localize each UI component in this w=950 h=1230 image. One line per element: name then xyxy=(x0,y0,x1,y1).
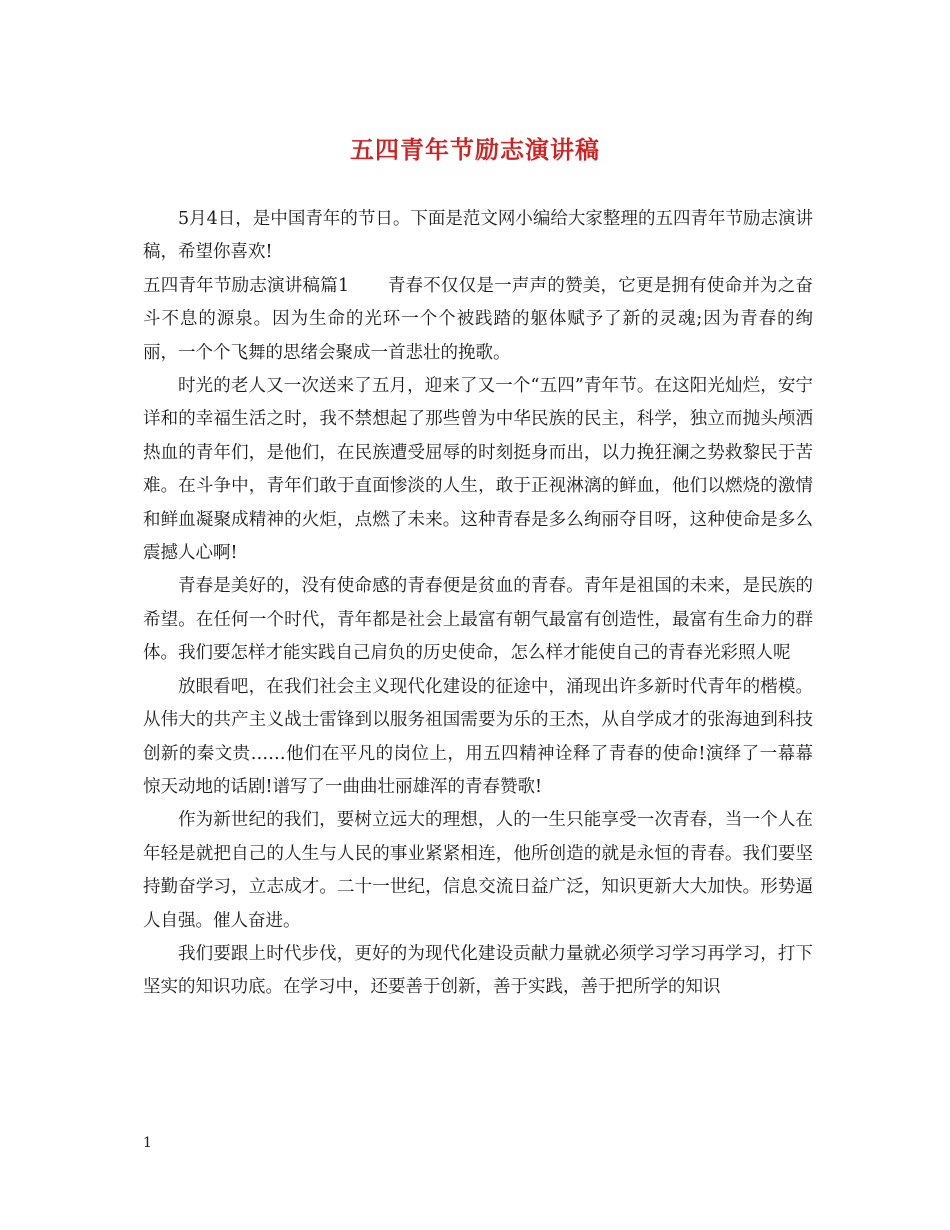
body-paragraph: 时光的老人又一次送来了五月，迎来了又一个“五四”青年节。在这阳光灿烂，安宁详和的幸福生活之时，我不禁想起了那些曾为中华民族的民主，科学，独立而抛头颅洒热血的青年们，是他们，在民族遭受屈辱的时刻挺身而出，以力挽狂澜之势救黎民于苦难。在斗争中，青年们敢于直面惨淡的人生，敢于正视淋漓的鲜血，他们以燃烧的激情和鲜血凝聚成精神的火炬，点燃了未来。这种青春是多么绚丽夺目呀，这种使命是多么震撼人心啊! xyxy=(143,376,813,564)
document-body xyxy=(143,203,813,1005)
body-paragraph: 放眼看吧，在我们社会主义现代化建设的征途中，涌现出许多新时代青年的楷模。从伟大的共产主义战士雷锋到以服务祖国需要为乐的王杰，从自学成才的张海迪到科技创新的秦文贵……他们在平凡的岗位上，用五四精神诠释了青春的使命!演绎了一幕幕惊天动地的话剧!谱写了一曲曲壮丽雄浑的青春赞歌! xyxy=(143,676,813,797)
document-title: 五四青年节励志演讲稿 xyxy=(350,136,600,164)
body-paragraph: 作为新世纪的我们，要树立远大的理想，人的一生只能享受一次青春，当一个人在年轻是就把自己的人生与人民的事业紧紧相连，他所创造的就是永恒的青春。我们要坚持勤奋学习，立志成才。二十一世纪，信息交流日益广泛，知识更新大大加快。形势逼人自强。催人奋进。 xyxy=(143,810,813,931)
intro-paragraph: 5月4日，是中国青年的节日。下面是范文网小编给大家整理的五四青年节励志演讲稿，希望你喜欢! xyxy=(143,209,813,263)
page-number: 1 xyxy=(143,1135,152,1151)
body-paragraph: 青春是美好的，没有使命感的青春便是贫血的青春。青年是祖国的未来，是民族的希望。在任何一个时代，青年都是社会上最富有朝气最富有创造性，最富有生命力的群体。我们要怎样才能实践自己肩负的历史使命，怎么样才能使自己的青春光彩照人呢 xyxy=(143,576,813,664)
section-first-paragraph xyxy=(143,270,813,370)
body-paragraph: 我们要跟上时代步伐，更好的为现代化建设贡献力量就必须学习学习再学习，打下坚实的知识功底。在学习中，还要善于创新，善于实践，善于把所学的知识 xyxy=(143,943,813,998)
section-heading: 五四青年节励志演讲稿篇1 xyxy=(143,275,350,296)
section-first-text: 青春不仅仅是一声声的赞美，它更是拥有使命并为之奋斗不息的源泉。因为生命的光环一个个被践踏的躯体赋予了新的灵魂;因为青春的绚丽，一个个飞舞的思绪会聚成一首悲壮的挽歌。 xyxy=(143,275,813,363)
